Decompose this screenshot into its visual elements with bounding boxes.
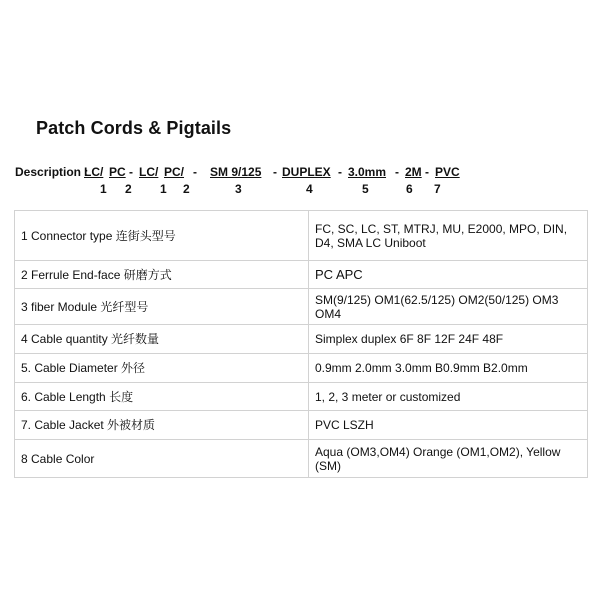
code-number: 7: [434, 182, 441, 196]
code-part-polish-b: PC/: [164, 165, 185, 179]
row-label: 5. Cable Diameter 外径: [15, 354, 309, 383]
row-value: Aqua (OM3,OM4) Orange (OM1,OM2), Yellow (SM): [309, 440, 588, 478]
row-value: 1, 2, 3 meter or customized: [309, 383, 588, 411]
row-label: 4 Cable quantity 光纤数量: [15, 325, 309, 354]
code-number: 2: [183, 182, 190, 196]
code-separator: -: [395, 165, 399, 179]
code-number: 2: [125, 182, 132, 196]
row-label: 1 Connector type 连街头型号: [15, 211, 309, 261]
code-number: 4: [306, 182, 313, 196]
code-part-jacket: PVC: [435, 165, 460, 179]
code-separator: -: [273, 165, 277, 179]
description-numbers: [0, 182, 600, 198]
spec-table: [14, 210, 588, 478]
table-row: [15, 411, 588, 440]
code-number: 1: [100, 182, 107, 196]
code-part-fiber: SM 9/125: [210, 165, 262, 179]
row-value: 0.9mm 2.0mm 3.0mm B0.9mm B2.0mm: [309, 354, 588, 383]
row-value: PVC LSZH: [309, 411, 588, 440]
table-row: [15, 325, 588, 354]
row-label: 6. Cable Length 长度: [15, 383, 309, 411]
row-label: 2 Ferrule End-face 研磨方式: [15, 261, 309, 289]
row-value: FC, SC, LC, ST, MTRJ, MU, E2000, MPO, DIN, D4, SMA LC Uniboot: [309, 211, 588, 261]
code-number: 1: [160, 182, 167, 196]
code-number: 3: [235, 182, 242, 196]
table-row: [15, 261, 588, 289]
code-separator: -: [338, 165, 342, 179]
code-part-diameter: 3.0mm: [348, 165, 387, 179]
code-separator: -: [425, 165, 429, 179]
row-label: 7. Cable Jacket 外被材质: [15, 411, 309, 440]
row-label: 8 Cable Color: [15, 440, 309, 478]
row-value: SM(9/125) OM1(62.5/125) OM2(50/125) OM3 OM4: [309, 289, 588, 325]
row-label: 3 fiber Module 光纤型号: [15, 289, 309, 325]
table-row: [15, 440, 588, 478]
table-row: [15, 211, 588, 261]
code-separator: -: [193, 165, 197, 179]
row-value: PC APC: [309, 261, 588, 289]
code-number: 6: [406, 182, 413, 196]
table-row: [15, 289, 588, 325]
code-separator: -: [129, 165, 133, 179]
page-title: Patch Cords & Pigtails: [36, 118, 232, 138]
table-row: [15, 383, 588, 411]
code-part-connector-a: LC/: [84, 165, 104, 179]
row-value: Simplex duplex 6F 8F 12F 24F 48F: [309, 325, 588, 354]
code-number: 5: [362, 182, 369, 196]
code-part-polish-a: PC: [109, 165, 126, 179]
description-label: Description :: [15, 165, 89, 179]
code-part-connector-b: LC/: [139, 165, 159, 179]
code-part-quantity: DUPLEX: [282, 165, 331, 179]
code-part-length: 2M: [405, 165, 422, 179]
table-row: [15, 354, 588, 383]
